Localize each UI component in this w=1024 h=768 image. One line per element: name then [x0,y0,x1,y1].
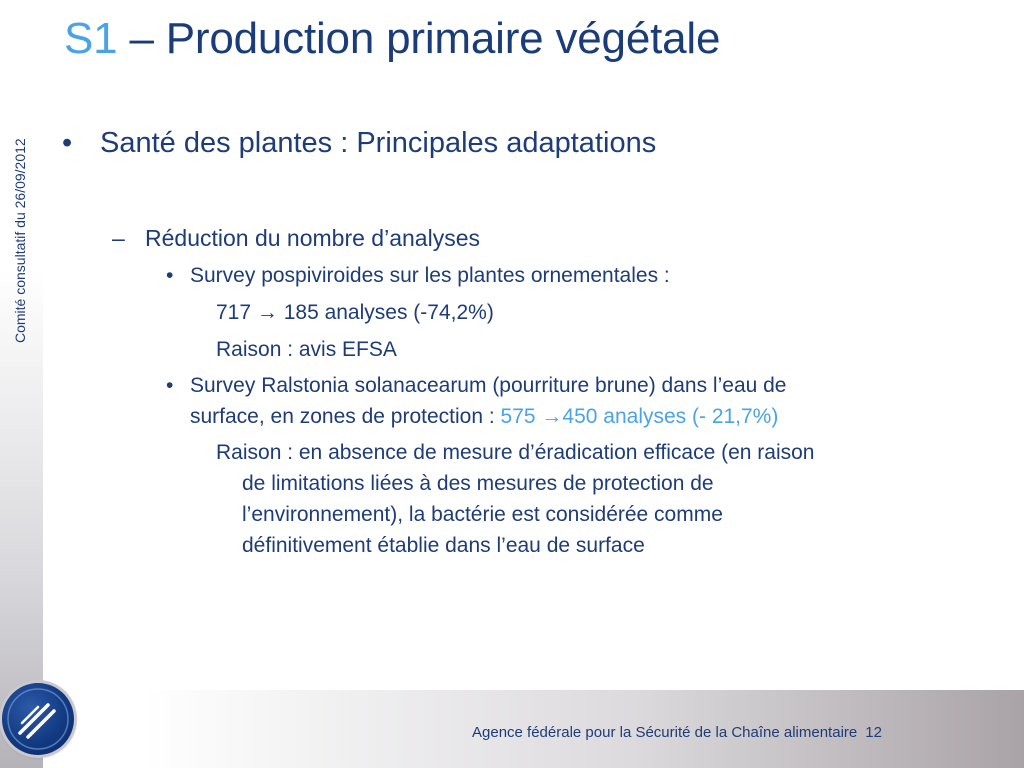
side-label: Comité consultatif du 26/09/2012 [12,138,28,343]
item2-line1: Survey Ralstonia solanacearum (pourriture brune) dans l’eau de [190,374,787,397]
item2-line2-prefix: surface, en zones de protection : [190,405,495,428]
footer-agency: Agence fédérale pour la Sécurité de la Chaîne alimentaire [472,724,858,741]
logo-emblem-icon [2,683,74,755]
page-number: 12 [865,724,882,741]
slide-title [64,14,720,64]
title-main: – Production primaire végétale [129,14,721,63]
item1-reason: Raison : avis EFSA [216,338,397,361]
bullet-dot-icon: • [166,374,174,397]
item1-result: 717 → 185 analyses (-74,2%) [216,301,494,324]
dash-bullet-icon: – [112,225,125,251]
agency-logo [2,683,74,755]
item2-line2 [190,405,778,429]
left-sidebar [0,0,43,768]
item2-reason-line: l’environnement), la bactérie est considérée comme [242,503,723,526]
item2-line2-result: 575 →450 analyses (- 21,7%) [500,405,779,428]
bullet-dot-icon: • [62,127,73,159]
sub-bullet: Réduction du nombre d’analyses [145,225,480,251]
item1-text: Survey pospiviroides sur les plantes ornementales : [190,264,670,287]
bullet-dot-icon: • [166,264,174,287]
footer-text [472,724,882,741]
main-bullet: Santé des plantes : Principales adaptations [100,127,657,159]
title-prefix: S1 [64,14,118,63]
item2-reason-line: de limitations liées à des mesures de protection de [242,472,714,495]
item2-reason-line: définitivement établie dans l’eau de surface [242,534,645,557]
item2-reason-line: Raison : en absence de mesure d’éradication efficace (en raison [216,441,815,464]
